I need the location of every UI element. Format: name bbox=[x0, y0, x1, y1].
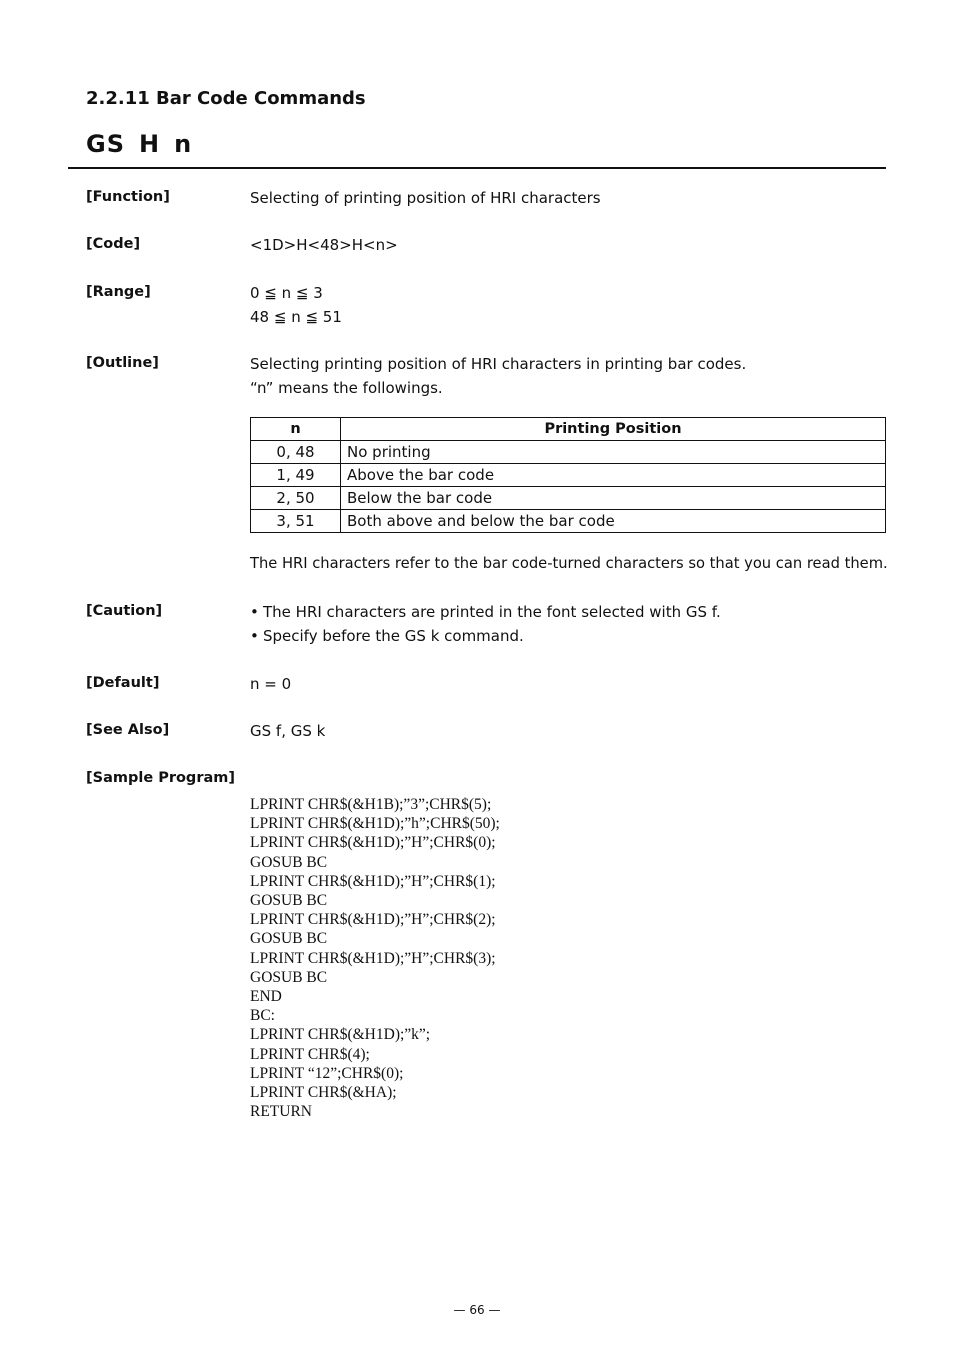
default-text bbox=[250, 672, 291, 696]
range-line: 48 ≦ n ≦ 51 bbox=[250, 308, 342, 326]
code-line: LPRINT CHR$(4); bbox=[250, 1045, 370, 1063]
code-line: GOSUB BC bbox=[250, 930, 328, 948]
title-divider bbox=[68, 167, 886, 169]
table-row bbox=[251, 510, 886, 533]
function-value: Selecting of printing position of HRI characters bbox=[250, 189, 601, 207]
code-line: LPRINT “12”;CHR$(0); bbox=[250, 1064, 404, 1082]
code-text bbox=[250, 233, 398, 257]
command-part-h: H bbox=[138, 130, 161, 158]
table-cell-n: 3, 51 bbox=[251, 510, 341, 533]
code-line: GOSUB BC bbox=[250, 892, 328, 910]
command-part-gs: GS bbox=[86, 130, 125, 158]
caution-label: [Caution] bbox=[86, 603, 163, 619]
table-cell-position: No printing bbox=[341, 441, 886, 464]
caution-list bbox=[250, 600, 721, 648]
outline-text bbox=[250, 352, 746, 400]
default-value: n = 0 bbox=[250, 675, 292, 693]
table-cell-position: Above the bar code bbox=[341, 464, 886, 487]
code-line: GOSUB BC bbox=[250, 853, 328, 871]
caution-item: • Specify before the GS k command. bbox=[250, 624, 721, 648]
code-line: BC: bbox=[250, 1007, 275, 1025]
range-text bbox=[250, 281, 342, 329]
section-title: 2.2.11 Bar Code Commands bbox=[86, 88, 366, 109]
table-cell-position: Below the bar code bbox=[341, 487, 886, 510]
code-line: LPRINT CHR$(&H1D);”H”;CHR$(3); bbox=[250, 949, 496, 967]
see-also-value: GS f, GS k bbox=[250, 722, 326, 740]
code-line: LPRINT CHR$(&H1D);”H”;CHR$(0); bbox=[250, 834, 496, 852]
function-text bbox=[250, 186, 601, 210]
table-row bbox=[251, 464, 886, 487]
command-title bbox=[86, 130, 206, 158]
printing-position-table bbox=[250, 417, 886, 533]
range-line: 0 ≦ n ≦ 3 bbox=[250, 284, 323, 302]
table-cell-n: 1, 49 bbox=[251, 464, 341, 487]
see-also-label: [See Also] bbox=[86, 722, 170, 738]
function-label: [Function] bbox=[86, 189, 170, 205]
code-line: LPRINT CHR$(&H1D);”H”;CHR$(2); bbox=[250, 911, 496, 929]
sample-program-code bbox=[250, 795, 500, 1121]
page-number: — 66 — bbox=[453, 1303, 501, 1317]
table-header-row bbox=[251, 418, 886, 441]
code-line: GOSUB BC bbox=[250, 968, 328, 986]
code-line: LPRINT CHR$(&H1D);”h”;CHR$(50); bbox=[250, 815, 500, 833]
table-cell-n: 2, 50 bbox=[251, 487, 341, 510]
table-cell-position: Both above and below the bar code bbox=[341, 510, 886, 533]
see-also-text bbox=[250, 719, 325, 743]
outline-label: [Outline] bbox=[86, 355, 159, 371]
code-line: LPRINT CHR$(&H1D);”k”; bbox=[250, 1026, 431, 1044]
caution-item: • The HRI characters are printed in the font selected with GS f. bbox=[250, 600, 721, 624]
default-label: [Default] bbox=[86, 675, 160, 691]
code-value: <1D>H<48>H<n> bbox=[250, 236, 398, 254]
outline-line: Selecting printing position of HRI characters in printing bar codes. bbox=[250, 355, 747, 373]
code-line: LPRINT CHR$(&H1D);”H”;CHR$(1); bbox=[250, 872, 496, 890]
code-line: LPRINT CHR$(&HA); bbox=[250, 1084, 397, 1102]
code-label: [Code] bbox=[86, 236, 141, 252]
table-row bbox=[251, 441, 886, 464]
code-line: END bbox=[250, 988, 282, 1006]
command-part-n: n bbox=[174, 130, 193, 158]
column-header-n: n bbox=[251, 418, 341, 441]
column-header-position: Printing Position bbox=[341, 418, 886, 441]
range-label: [Range] bbox=[86, 284, 151, 300]
sample-program-label: [Sample Program] bbox=[86, 770, 235, 786]
outline-note-text: The HRI characters refer to the bar code-turned characters so that you can read them. bbox=[250, 555, 888, 572]
table-row bbox=[251, 487, 886, 510]
outline-line: “n” means the followings. bbox=[250, 379, 443, 397]
table-cell-n: 0, 48 bbox=[251, 441, 341, 464]
code-line: LPRINT CHR$(&H1B);”3”;CHR$(5); bbox=[250, 796, 492, 813]
code-line: RETURN bbox=[250, 1103, 312, 1121]
outline-note bbox=[250, 552, 888, 576]
